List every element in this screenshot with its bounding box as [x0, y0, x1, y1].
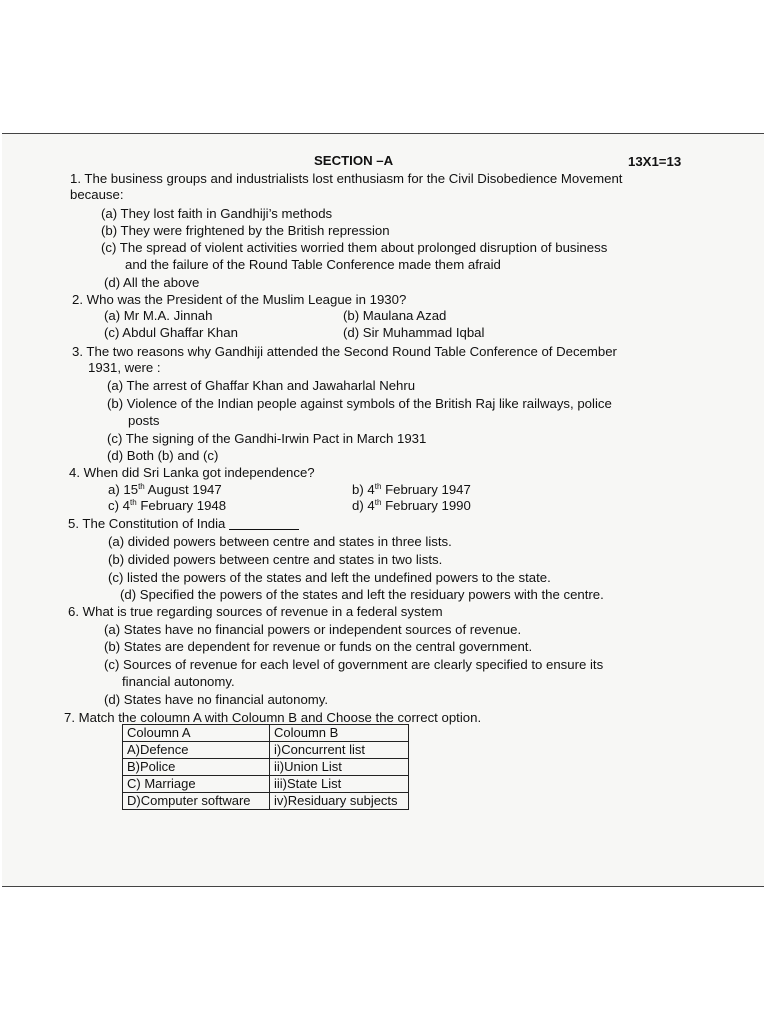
table-cell: ii)Union List [270, 759, 409, 776]
q2-option-c: (c) Abdul Ghaffar Khan [104, 325, 238, 340]
table-row [123, 776, 409, 793]
q5-option-b: (b) divided powers between centre and states in two lists. [108, 552, 443, 567]
q6-option-c-line1: (c) Sources of revenue for each level of government are clearly specified to ensure its [104, 657, 604, 672]
table-cell: iii)State List [270, 776, 409, 793]
q6-stem: 6. What is true regarding sources of revenue in a federal system [68, 604, 443, 619]
q3-option-b-line2: posts [128, 413, 160, 428]
table-row [123, 793, 409, 810]
table-row [123, 742, 409, 759]
q1-option-b: (b) They were frightened by the British repression [101, 223, 390, 238]
table-row [123, 759, 409, 776]
q5-option-d: (d) Specified the powers of the states and left the residuary powers with the centre. [120, 587, 604, 602]
q6-option-c-line2: financial autonomy. [122, 674, 235, 689]
q7-stem: 7. Match the coloumn A with Coloumn B and Choose the correct option. [64, 710, 482, 725]
table-header-cell: Coloumn B [270, 725, 409, 742]
q3-stem-line2: 1931, were : [88, 360, 161, 375]
table-cell: i)Concurrent list [270, 742, 409, 759]
table-header-cell: Coloumn A [123, 725, 270, 742]
q4-option-a: a) 15th August 1947 [108, 482, 222, 497]
q2-stem: 2. Who was the President of the Muslim League in 1930? [72, 292, 407, 307]
q5-stem: 5. The Constitution of India [68, 515, 299, 532]
q1-option-a: (a) They lost faith in Gandhiji’s methods [101, 206, 333, 221]
table-cell: iv)Residuary subjects [270, 793, 409, 810]
q3-option-a: (a) The arrest of Ghaffar Khan and Jawaharlal Nehru [107, 378, 416, 393]
q1-option-d: (d) All the above [104, 275, 200, 290]
table-header-row [123, 725, 409, 742]
q3-option-b-line1: (b) Violence of the Indian people against symbols of the British Raj like railways, police [107, 396, 612, 411]
q4-option-b: b) 4th February 1947 [352, 482, 471, 497]
q4-stem: 4. When did Sri Lanka got independence? [69, 465, 315, 480]
q6-option-b: (b) States are dependent for revenue or funds on the central government. [104, 639, 533, 654]
q1-stem-line2: because: [70, 187, 124, 202]
answer-blank [229, 517, 299, 530]
q3-option-c: (c) The signing of the Gandhi-Irwin Pact in March 1931 [107, 431, 427, 446]
q1-option-c-line1: (c) The spread of violent activities worried them about prolonged disruption of business [101, 240, 608, 255]
q2-option-a: (a) Mr M.A. Jinnah [104, 308, 213, 323]
q6-option-d: (d) States have no financial autonomy. [104, 692, 329, 707]
match-table [122, 724, 409, 810]
q5-option-a: (a) divided powers between centre and states in three lists. [108, 534, 452, 549]
q6-option-a: (a) States have no financial powers or independent sources of revenue. [104, 622, 522, 637]
q3-stem-line1: 3. The two reasons why Gandhiji attended the Second Round Table Conference of December [72, 344, 617, 359]
table-cell: D)Computer software [123, 793, 270, 810]
q1-option-c-line2: and the failure of the Round Table Conference made them afraid [125, 257, 501, 272]
q4-option-c: c) 4th February 1948 [108, 498, 227, 513]
q1-stem-line1: 1. The business groups and industrialists lost enthusiasm for the Civil Disobedience Movement [70, 171, 623, 186]
table-cell: B)Police [123, 759, 270, 776]
q2-option-d: (d) Sir Muhammad Iqbal [343, 325, 485, 340]
marks-scheme: 13X1=13 [628, 154, 682, 169]
table-cell: A)Defence [123, 742, 270, 759]
table-cell: C) Marriage [123, 776, 270, 793]
section-title: SECTION –A [314, 153, 394, 168]
q2-option-b: (b) Maulana Azad [343, 308, 447, 323]
q3-option-d: (d) Both (b) and (c) [107, 448, 219, 463]
q4-option-d: d) 4th February 1990 [352, 498, 471, 513]
q5-option-c: (c) listed the powers of the states and left the undefined powers to the state. [108, 570, 551, 585]
